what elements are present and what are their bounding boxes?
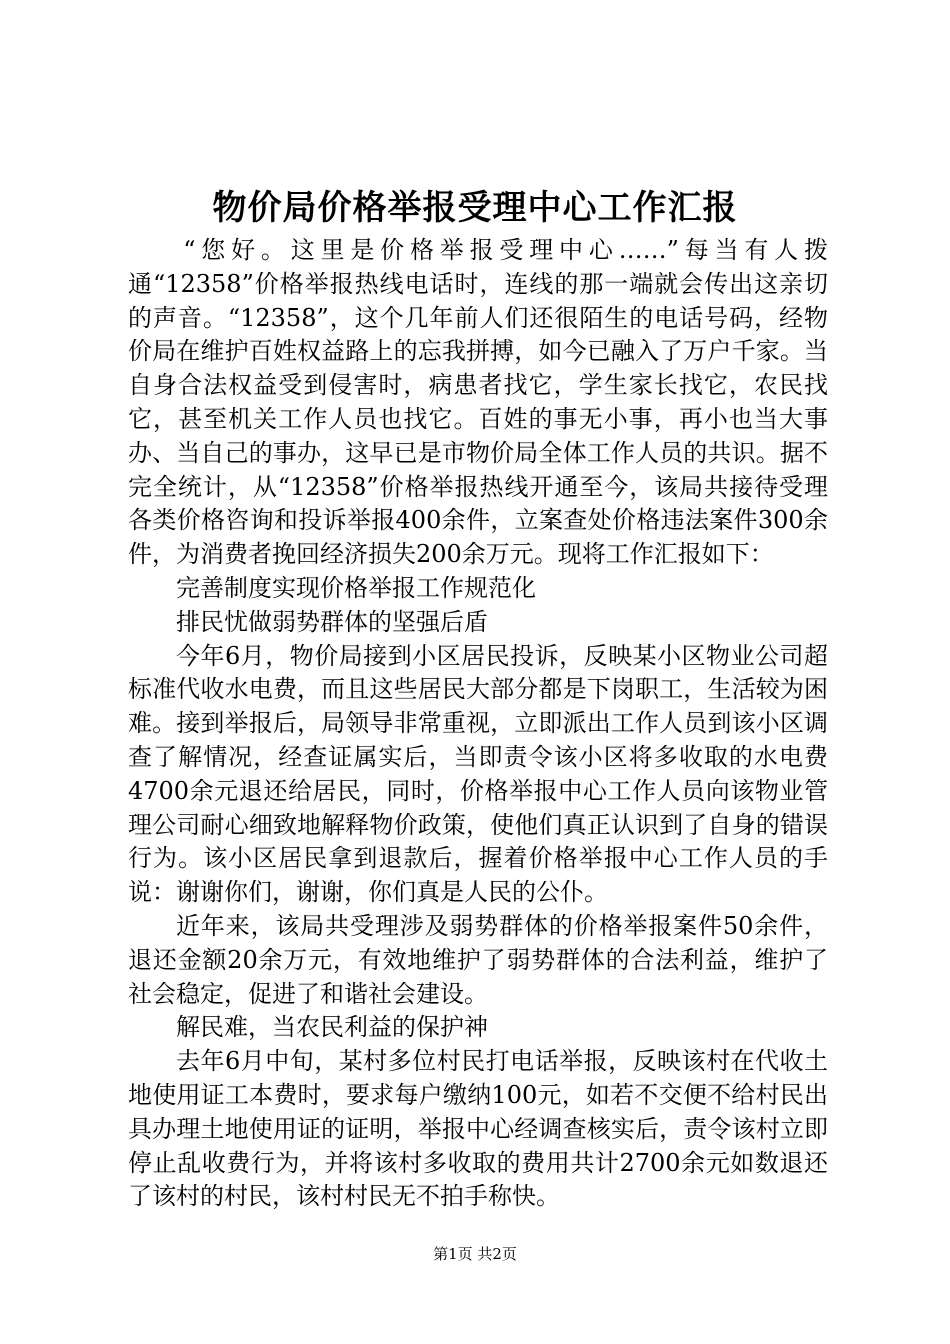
paragraph-intro: “您好。这里是价格举报受理中心……”每当有人拨通“12358”价格举报热线电话时，连线的那一端就会传出这亲切的声音。“12358”，这个几年前人们还很陌生的电话号码，经物价局在维护百姓权益路上的忘我拼搏，如今已融入了万户千家。当自身合法权益受到侵害时，病患者找它，学生家长找它，农民找它，甚至机关工作人员也找它。百姓的事无小事，再小也当大事办、当自己的事办，这早已是市物价局全体工作人员的共识。据不完全统计，从“12358”价格举报热线开通至今，该局共接待受理各类价格咨询和投诉举报400余件，立案查处价格违法案件300余件，为消费者挽回经济损失200余万元。现将工作汇报如下： (128, 236, 828, 569)
paragraph-vulnerable-summary: 近年来，该局共受理涉及弱势群体的价格举报案件50余件，退还金额20余万元，有效地维护了弱势群体的合法利益，维护了社会稳定，促进了和谐社会建设。 (128, 911, 828, 1008)
page-footer: 第1页 共2页 (433, 1245, 517, 1263)
section-heading-system: 完善制度实现价格举报工作规范化 (176, 573, 536, 602)
document-body (128, 234, 828, 1214)
document-title: 物价局价格举报受理中心工作汇报 (212, 188, 738, 228)
paragraph-property-fee-case: 今年6月，物价局接到小区居民投诉，反映某小区物业公司超标准代收水电费，而且这些居民大部分都是下岗职工，生活较为困难。接到举报后，局领导非常重视，立即派出工作人员到该小区调查了解情况，经查证属实后，当即责令该小区将多收取的水电费4700余元退还给居民，同时，价格举报中心工作人员向该物业管理公司耐心细致地解释物价政策，使他们真正认识到了自身的错误行为。该小区居民拿到退款后，握着价格举报中心工作人员的手说：谢谢你们，谢谢，你们真是人民的公仆。 (128, 641, 828, 907)
section-heading-farmers: 解民难，当农民利益的保护神 (176, 1013, 488, 1042)
paragraph-land-certificate-case: 去年6月中旬，某村多位村民打电话举报，反映该村在代收土地使用证工本费时，要求每户缴纳100元，如若不交便不给村民出具办理土地使用证的证明，举报中心经调查核实后，责令该村立即停止乱收费行为，并将该村多收取的费用共计2700余元如数退还了该村的村民，该村村民无不拍手称快。 (128, 1047, 828, 1211)
section-heading-vulnerable-groups: 排民忧做弱势群体的坚强后盾 (176, 607, 488, 636)
